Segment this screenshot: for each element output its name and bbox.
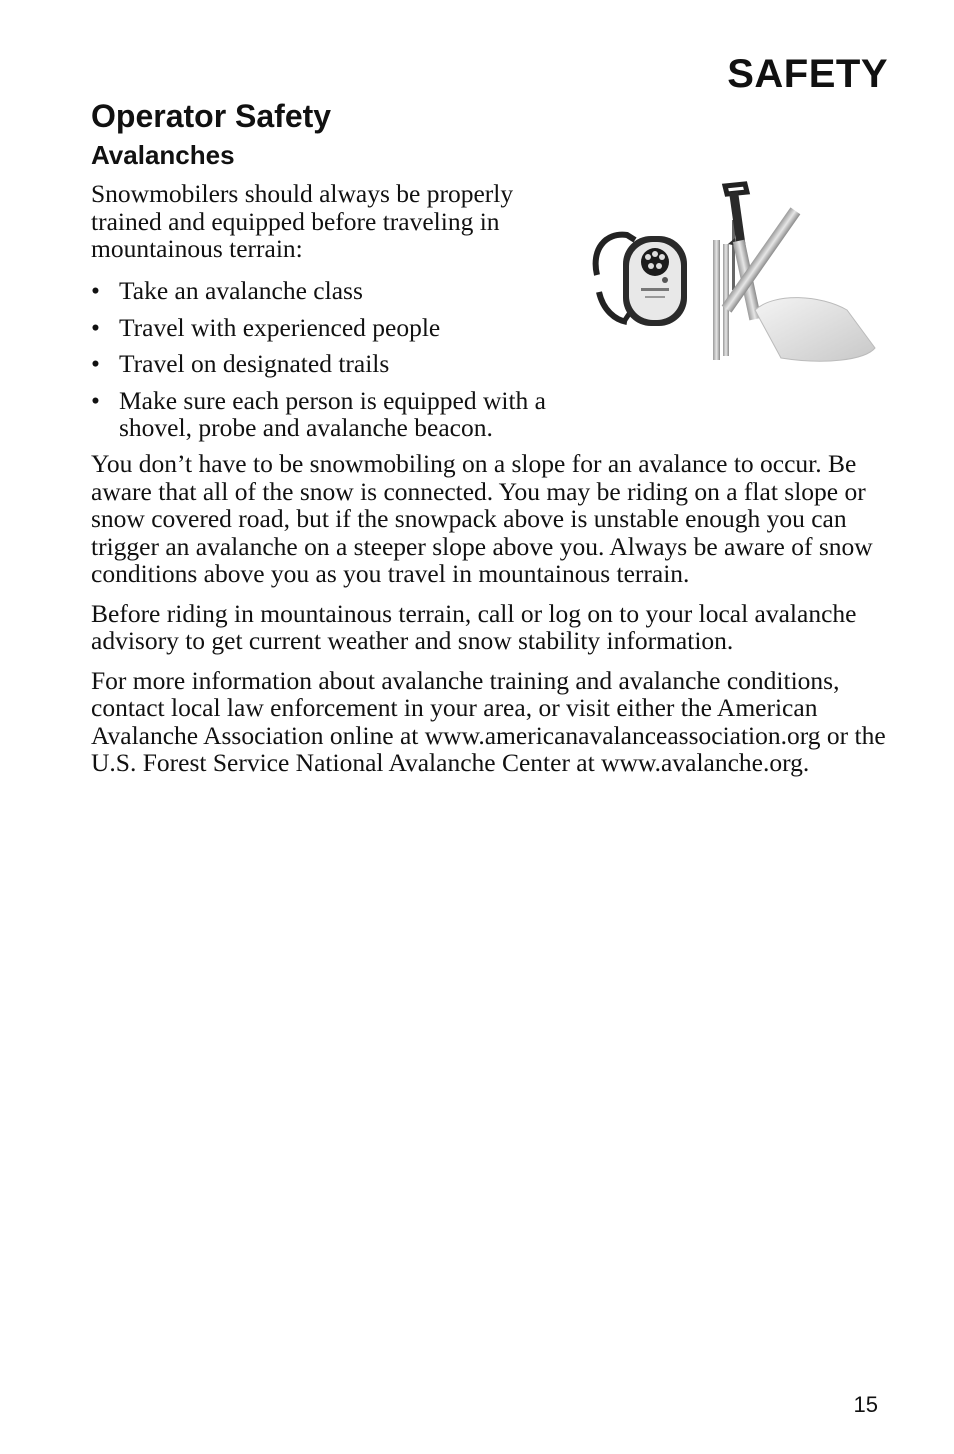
- avalanche-gear-illustration: [585, 180, 885, 365]
- subsection-title: Avalanches: [91, 140, 235, 170]
- list-item: [91, 387, 591, 442]
- list-item: [91, 314, 591, 342]
- bullet-icon: •: [91, 276, 100, 305]
- list-item-text: Make sure each person is equipped with a shovel, probe and avalanche beacon.: [119, 385, 546, 442]
- bullet-icon: •: [91, 312, 100, 342]
- list-item: [91, 277, 591, 305]
- bullet-icon: •: [91, 349, 100, 378]
- paragraph-more-info: For more information about avalanche training and avalanche conditions, contact local law enforcement in your area, or visit either the American Avalanche Association online at www.americanavalanceassociation.org or the U.S. Forest Service National Avalanche Center at www.avalanche.org.: [91, 665, 886, 777]
- equipment-list: [91, 277, 591, 451]
- section-title: Operator Safety: [91, 98, 332, 134]
- body-paragraphs: [91, 450, 901, 789]
- page-number: 15: [853, 1392, 878, 1417]
- shovel-icon: [722, 184, 875, 361]
- avalanche-beacon-icon: [596, 235, 687, 326]
- bullet-icon: •: [91, 385, 100, 415]
- list-item-text: Travel with experienced people: [119, 312, 441, 342]
- list-item-text: Travel on designated trails: [119, 349, 390, 378]
- list-item: [91, 350, 591, 378]
- list-item-text: Take an avalanche class: [119, 276, 363, 305]
- paragraph-advisory: Before riding in mountainous terrain, call or log on to your local avalanche advisory to get current weather and snow stability information.: [91, 598, 857, 655]
- paragraph-slope-warning: You don’t have to be snowmobiling on a slope for an avalance to occur. Be aware that all of the snow is connected. You may be riding on a flat slope or snow covered road, but if the snowpack above is unstable enough you can trigger an avalanche on a steeper slope above you. Always be aware of snow conditions above you as you travel in mountainous terrain.: [91, 449, 873, 588]
- chapter-title: SAFETY: [727, 52, 888, 96]
- intro-paragraph: Snowmobilers should always be properly trained and equipped before traveling in mountainous terrain:: [91, 179, 514, 263]
